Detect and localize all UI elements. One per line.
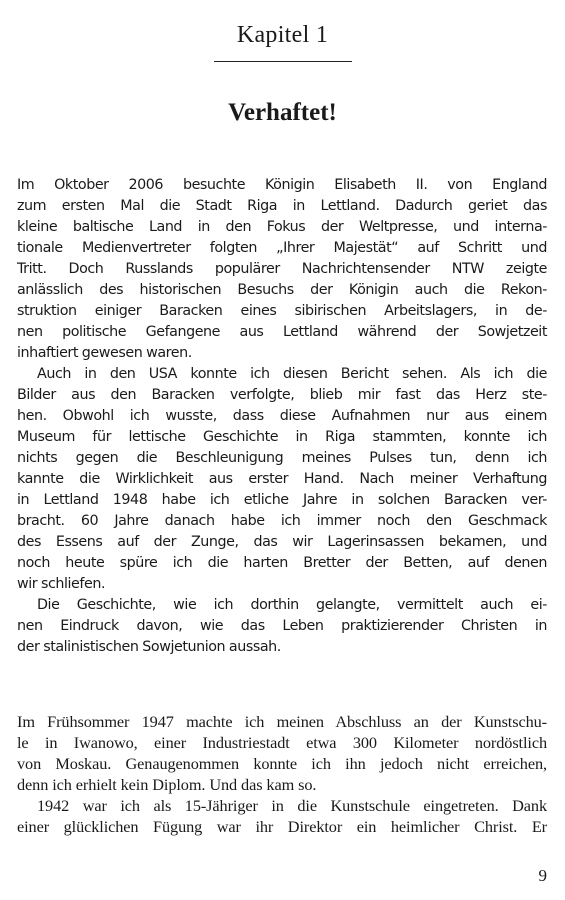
text-line: inhaftiert gewesen waren. <box>17 345 192 361</box>
text-line: struktion einiger Baracken eines sibirischen Arbeitslagers, in de- <box>17 303 547 319</box>
text-line: von Moskau. Genaugenommen konnte ich ihn jedoch nicht erreichen, <box>17 754 547 773</box>
text-line: nen politische Gefangene aus Lettland während der Sowjetzeit <box>17 324 547 340</box>
paragraph <box>17 795 547 837</box>
text-line: des Essens auf der Zunge, das wir Lagerinsassen bekamen, und <box>17 534 547 550</box>
text-line: einer glücklichen Fügung war ihr Direktor ein heimlicher Christ. Er <box>17 817 547 836</box>
text-line: le in Iwanowo, einer Industriestadt etwa 300 Kilometer nordöstlich <box>17 733 547 752</box>
chapter-title: Verhaftet! <box>228 99 337 126</box>
text-line: hen. Obwohl ich wusste, dass diese Aufnahmen nur aus einem <box>17 408 547 424</box>
text-line: wir schliefen. <box>17 576 106 592</box>
text-line: tionale Medienvertreter folgten „Ihrer Majestät“ auf Schritt und <box>17 240 547 256</box>
paragraph <box>17 711 547 795</box>
page-number: 9 <box>538 866 547 885</box>
text-line: Im Frühsommer 1947 machte ich meinen Abschluss an der Kunstschu- <box>17 712 547 731</box>
paragraph <box>17 364 547 595</box>
text-line: kleine baltische Land in den Fokus der Weltpresse, und interna- <box>17 219 547 235</box>
chapter-label: Kapitel 1 <box>236 22 329 48</box>
text-line: nen Eindruck davon, wie das Leben praktizierender Christen in <box>17 618 547 634</box>
paragraph <box>17 595 547 658</box>
chapter-rule <box>214 61 352 62</box>
text-line: kannte die Wirklichkeit aus erster Hand. Nach meiner Verhaftung <box>17 471 547 487</box>
section-2-text <box>17 711 547 837</box>
text-line: anlässlich des historischen Besuchs der Königin auch die Rekon- <box>17 282 547 298</box>
text-line: Museum für lettische Geschichte in Riga stammten, konnte ich <box>17 429 547 445</box>
text-line: zum ersten Mal die Stadt Riga in Lettland. Dadurch geriet das <box>17 198 547 214</box>
text-line: 1942 war ich als 15-Jähriger in die Kunstschule eingetreten. Dank <box>37 796 547 815</box>
text-line: bracht. 60 Jahre danach habe ich immer noch den Geschmack <box>17 513 547 529</box>
text-line: in Lettland 1948 habe ich etliche Jahre in solchen Baracken ver- <box>17 492 547 508</box>
text-line: noch heute spüre ich die harten Bretter der Betten, auf denen <box>17 555 547 571</box>
text-line: Bilder aus den Baracken verfolgte, blieb mir fast das Herz ste- <box>17 387 547 403</box>
text-line: Die Geschichte, wie ich dorthin gelangte, vermittelt auch ei- <box>37 597 547 613</box>
text-line: Tritt. Doch Russlands populärer Nachrichtensender NTW zeigte <box>17 261 547 277</box>
text-line: Im Oktober 2006 besuchte Königin Elisabeth II. von England <box>17 177 547 193</box>
section-1-text <box>17 175 547 658</box>
text-line: Auch in den USA konnte ich diesen Bericht sehen. Als ich die <box>37 366 547 382</box>
text-line: der stalinistischen Sowjetunion aussah. <box>17 639 281 655</box>
paragraph <box>17 175 547 364</box>
text-line: nichts gegen die Beschleunigung meines Pulses tun, denn ich <box>17 450 547 466</box>
text-line: denn ich erhielt kein Diplom. Und das kam so. <box>17 775 317 794</box>
